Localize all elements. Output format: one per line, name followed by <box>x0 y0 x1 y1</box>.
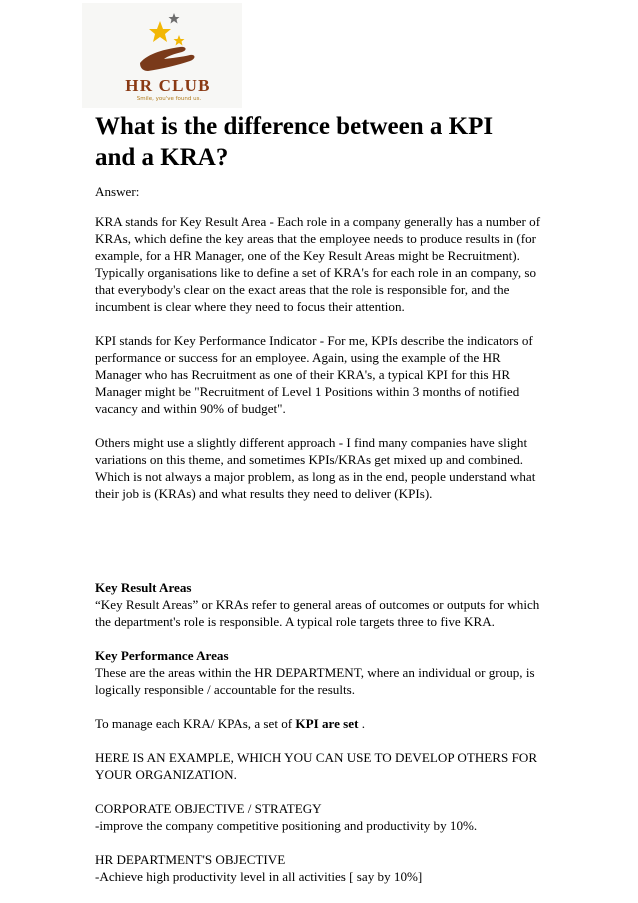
text-line: that everybody's clear on the exact areas that the role is responsible for, and the <box>95 282 510 297</box>
text-line: their job is (KRAs) and what results they need to deliver (KPIs). <box>95 486 433 501</box>
section-heading: Key Performance Areas <box>95 648 229 663</box>
text-line: KRAs, which define the key areas that the employee needs to produce results in (for <box>95 231 537 246</box>
text-fragment: To manage each KRA/ KPAs, a set of <box>95 716 296 731</box>
kpa-section <box>95 647 550 698</box>
text-line: example, for a HR Manager, one of the Key Result Areas might be Recruitment). <box>95 248 520 263</box>
kpi-paragraph <box>95 332 550 417</box>
text-line: HERE IS AN EXAMPLE, WHICH YOU CAN USE TO DEVELOP OTHERS FOR <box>95 750 538 765</box>
document-body <box>95 111 550 902</box>
manage-kpi-line <box>95 715 550 732</box>
title-line: What is the difference between a KPI <box>95 113 494 140</box>
text-fragment: . <box>358 716 365 731</box>
logo-name: HR CLUB <box>125 76 211 95</box>
objective-line: -Achieve high productivity level in all activities [ say by 10%] <box>95 869 423 884</box>
objective-heading: HR DEPARTMENT'S OBJECTIVE <box>95 852 286 867</box>
hr-club-logo <box>82 3 242 108</box>
text-line: performance or success for an employee. Again, using the example of the HR <box>95 350 501 365</box>
text-line: variations on this theme, and sometimes KPIs/KRAs get mixed up and combined. <box>95 452 524 467</box>
objective-heading: CORPORATE OBJECTIVE / STRATEGY <box>95 801 322 816</box>
text-line: logically responsible / accountable for the results. <box>95 682 355 697</box>
logo-tagline: Smile, you've found us. <box>136 96 202 102</box>
answer-label: Answer: <box>95 184 140 199</box>
others-paragraph <box>95 434 550 502</box>
text-line: Manager might be "Recruitment of Level 1 Positions within 3 months of notified <box>95 384 520 399</box>
text-line: incumbent is clear where they need to focus their attention. <box>95 299 405 314</box>
text-line: Which is not always a major problem, as long as in the end, people understand what <box>95 469 536 484</box>
corporate-objective <box>95 800 550 834</box>
objective-line: -improve the company competitive positioning and productivity by 10%. <box>95 818 478 833</box>
text-line: KRA stands for Key Result Area - Each role in a company generally has a number of <box>95 214 541 229</box>
text-line: Manager who has Recruitment as one of their KRA's, a typical KPI for this HR <box>95 367 511 382</box>
kpi-are-set-emphasis: KPI are set <box>295 716 359 731</box>
text-line: Others might use a slightly different approach - I find many companies have slight <box>95 435 528 450</box>
text-line: These are the areas within the HR DEPARTMENT, where an individual or group, is <box>95 665 535 680</box>
page-title <box>95 111 550 173</box>
text-line: vacancy and within 90% of budget". <box>95 401 286 416</box>
section-heading: Key Result Areas <box>95 580 192 595</box>
text-line: the department's role is responsible. A typical role targets three to five KRA. <box>95 614 495 629</box>
text-line: “Key Result Areas” or KRAs refer to general areas of outcomes or outputs for which <box>95 597 540 612</box>
kra-paragraph <box>95 213 550 315</box>
example-intro <box>95 749 550 783</box>
kra-section <box>95 579 550 630</box>
text-line: YOUR ORGANIZATION. <box>95 767 237 782</box>
hr-department-objective <box>95 851 550 885</box>
text-line: Typically organisations like to define a set of KRA's for each role in an company, so <box>95 265 537 280</box>
title-line: and a KRA? <box>95 144 229 171</box>
text-line: KPI stands for Key Performance Indicator - For me, KPIs describe the indicators of <box>95 333 533 348</box>
spacer <box>95 502 550 579</box>
